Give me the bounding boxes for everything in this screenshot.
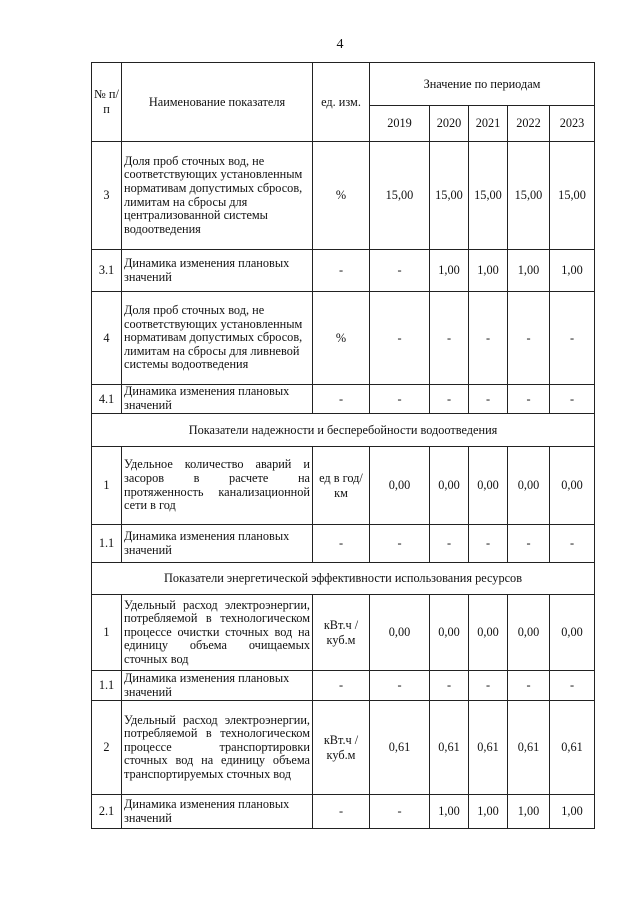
row-unit: % bbox=[313, 292, 370, 385]
row-name: Динамика изменения плановых значений bbox=[122, 671, 313, 701]
section-title: Показатели надежности и бесперебойности водоотведения bbox=[92, 414, 595, 447]
row-name: Динамика изменения плановых значений bbox=[122, 250, 313, 292]
row-value: - bbox=[550, 525, 595, 563]
row-name: Удельный расход электроэнергии, потребляемой в технологическом процессе очистки сточных вод на единицу объема очищаемых сточных вод bbox=[122, 595, 313, 671]
section-row-reliability bbox=[92, 414, 595, 447]
row-value: - bbox=[370, 250, 430, 292]
row-value: 0,00 bbox=[469, 447, 508, 525]
row-value: 1,00 bbox=[508, 250, 550, 292]
row-value: - bbox=[508, 671, 550, 701]
row-value: 0,00 bbox=[430, 447, 469, 525]
row-unit: % bbox=[313, 142, 370, 250]
indicators-table bbox=[91, 62, 595, 829]
row-value: - bbox=[370, 795, 430, 829]
row-value: 0,00 bbox=[430, 595, 469, 671]
header-num: № п/п bbox=[92, 63, 122, 142]
row-value: 1,00 bbox=[430, 795, 469, 829]
table-row bbox=[92, 795, 595, 829]
section-title: Показатели энергетической эффективности использования ресурсов bbox=[92, 563, 595, 595]
row-num: 4 bbox=[92, 292, 122, 385]
table-row bbox=[92, 701, 595, 795]
header-year: 2020 bbox=[430, 106, 469, 142]
row-value: - bbox=[370, 671, 430, 701]
row-num: 3 bbox=[92, 142, 122, 250]
row-value: 1,00 bbox=[469, 795, 508, 829]
row-name: Удельное количество аварий и засоров в расчете на протяженность канализационной сети в год bbox=[122, 447, 313, 525]
row-value: 1,00 bbox=[469, 250, 508, 292]
header-year: 2023 bbox=[550, 106, 595, 142]
row-num: 2 bbox=[92, 701, 122, 795]
row-value: 0,00 bbox=[370, 447, 430, 525]
row-unit: - bbox=[313, 671, 370, 701]
row-value: - bbox=[469, 525, 508, 563]
row-value: 15,00 bbox=[370, 142, 430, 250]
header-name: Наименование показателя bbox=[122, 63, 313, 142]
row-value: 1,00 bbox=[550, 250, 595, 292]
row-value: 0,61 bbox=[469, 701, 508, 795]
row-value: 1,00 bbox=[550, 795, 595, 829]
row-name: Динамика изменения плановых значений bbox=[122, 385, 313, 414]
row-name: Доля проб сточных вод, не соответствующих установленным нормативам допустимых сбросов, лимитам на сбросы для ливневой системы водоотведения bbox=[122, 292, 313, 385]
table-row bbox=[92, 292, 595, 385]
header-year: 2022 bbox=[508, 106, 550, 142]
row-value: - bbox=[370, 385, 430, 414]
row-unit: кВт.ч / куб.м bbox=[313, 701, 370, 795]
row-unit: - bbox=[313, 250, 370, 292]
row-value: 15,00 bbox=[508, 142, 550, 250]
row-num: 3.1 bbox=[92, 250, 122, 292]
row-value: - bbox=[430, 671, 469, 701]
header-year: 2021 bbox=[469, 106, 508, 142]
row-value: 0,61 bbox=[508, 701, 550, 795]
row-value: 0,61 bbox=[370, 701, 430, 795]
table-row bbox=[92, 447, 595, 525]
row-num: 1.1 bbox=[92, 671, 122, 701]
row-unit: - bbox=[313, 385, 370, 414]
row-value: 15,00 bbox=[430, 142, 469, 250]
row-num: 4.1 bbox=[92, 385, 122, 414]
row-num: 2.1 bbox=[92, 795, 122, 829]
row-num: 1 bbox=[92, 447, 122, 525]
row-value: - bbox=[550, 292, 595, 385]
row-value: - bbox=[469, 671, 508, 701]
row-value: - bbox=[550, 385, 595, 414]
row-value: - bbox=[508, 385, 550, 414]
row-num: 1.1 bbox=[92, 525, 122, 563]
row-value: - bbox=[469, 385, 508, 414]
header-year: 2019 bbox=[370, 106, 430, 142]
table-row bbox=[92, 525, 595, 563]
row-value: 0,00 bbox=[508, 447, 550, 525]
header-unit: ед. изм. bbox=[313, 63, 370, 142]
row-value: - bbox=[508, 292, 550, 385]
row-value: 15,00 bbox=[550, 142, 595, 250]
row-value: 0,61 bbox=[430, 701, 469, 795]
row-value: - bbox=[430, 385, 469, 414]
row-name: Динамика изменения плановых значений bbox=[122, 795, 313, 829]
page-number: 4 bbox=[336, 37, 344, 52]
header-periods: Значение по периодам bbox=[370, 63, 595, 106]
row-value: 0,00 bbox=[469, 595, 508, 671]
row-num: 1 bbox=[92, 595, 122, 671]
row-value: 1,00 bbox=[508, 795, 550, 829]
row-value: 0,61 bbox=[550, 701, 595, 795]
row-value: 15,00 bbox=[469, 142, 508, 250]
row-value: 1,00 bbox=[430, 250, 469, 292]
row-unit: - bbox=[313, 525, 370, 563]
row-value: - bbox=[508, 525, 550, 563]
row-unit: - bbox=[313, 795, 370, 829]
row-value: - bbox=[469, 292, 508, 385]
row-value: - bbox=[550, 671, 595, 701]
row-name: Доля проб сточных вод, не соответствующих установленным нормативам допустимых сбросов, лимитам на сбросы для централизованной системы водоотведения bbox=[122, 142, 313, 250]
row-name: Динамика изменения плановых значений bbox=[122, 525, 313, 563]
table-row bbox=[92, 250, 595, 292]
section-row-energy bbox=[92, 563, 595, 595]
row-name: Удельный расход электроэнергии, потребляемой в технологическом процессе транспортировки сточных вод на единицу объема транспортируемых сточных вод bbox=[122, 701, 313, 795]
table-row bbox=[92, 142, 595, 250]
row-value: - bbox=[430, 525, 469, 563]
row-value: 0,00 bbox=[550, 447, 595, 525]
row-unit: ед в год/ км bbox=[313, 447, 370, 525]
table-row bbox=[92, 595, 595, 671]
header-row-top bbox=[92, 63, 595, 106]
row-value: - bbox=[370, 525, 430, 563]
table-row bbox=[92, 385, 595, 414]
row-value: - bbox=[430, 292, 469, 385]
row-value: 0,00 bbox=[550, 595, 595, 671]
row-value: - bbox=[370, 292, 430, 385]
row-value: 0,00 bbox=[508, 595, 550, 671]
row-unit: кВт.ч / куб.м bbox=[313, 595, 370, 671]
row-value: 0,00 bbox=[370, 595, 430, 671]
table-row bbox=[92, 671, 595, 701]
